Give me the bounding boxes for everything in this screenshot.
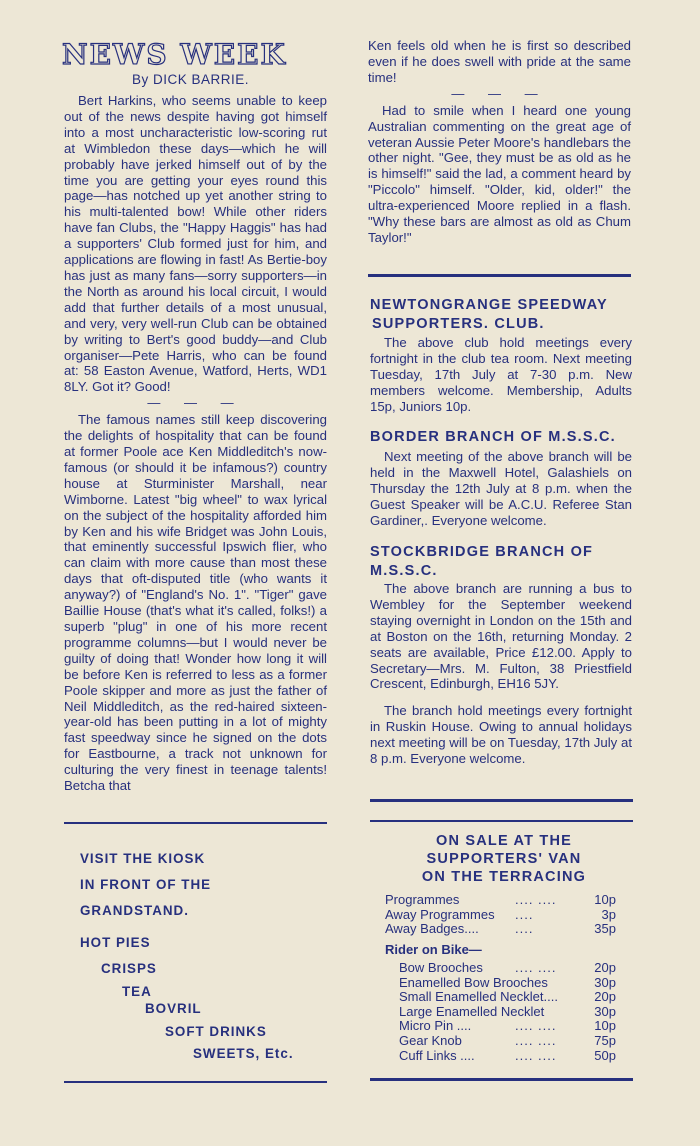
right-column-top xyxy=(368,38,631,246)
item-name: Bow Brooches xyxy=(399,960,483,975)
divider-rule xyxy=(370,820,633,822)
kiosk-item: HOT PIES xyxy=(80,935,151,950)
divider-rule xyxy=(370,1078,633,1081)
kiosk-item: SWEETS, Etc. xyxy=(193,1046,294,1061)
item-price: 75p xyxy=(594,1033,616,1048)
club-text: The above branch are running a bus to Wembley for the September weekend staying overnight in London on the 15th and at Boston on the 16th, returning Monday. 2 seats are available, Price £12.00. Apply to Secretary—Mrs. M. Fulton, 38 Priestfield Crescent, Edinburgh, EH16 5JY. xyxy=(370,581,632,692)
item-price: 50p xyxy=(594,1047,616,1063)
item-price: 10p xyxy=(594,1018,616,1034)
leader-dots: .... .... xyxy=(515,1033,557,1048)
item-price: 30p xyxy=(594,974,616,990)
item-price: 20p xyxy=(594,989,616,1005)
byline: By DICK BARRIE. xyxy=(132,72,250,87)
club-text: The above club hold meetings every fortnight in the club tea room. Next meeting Tuesday, 17th July at 7-30 p.m. New members welcome. Membership, Adults 15p, Juniors 10p. xyxy=(370,335,632,414)
van-heading: SUPPORTERS' VAN xyxy=(426,851,582,867)
article-paragraph: The famous names still keep discovering the delights of hospitality that can be found at former Poole ace Ken Middleditch's now-famous (or should it be infamous?) country house at Sturminister Marshall, near Wimborne. Latest "big wheel" to wax lyrical on the subject of the hospitality afforded him by Ken and his wife Bridget was John Louis, that eminently successful Ipswich flier, who can claim with more cause than most these days that oft-disputed title (who wants it anyway?) of "England's No. 1". "Tiger" gave Baillie House (that's what it's called, folks!) a superb "plug" in one of his more recent programme columns—but I would never be guilty of doing that! Wonder how long it will be before Ken is referred to less as a former Poole skipper and more as just the father of Neil Middleditch, as the red-haired sixteen-year-old has been putting in a lot of mighty fast speedway since he signed on the dots for Eastbourne, a track not unknown for culturing the very finest in teenage talents! Betcha that xyxy=(64,412,327,794)
item-price: 35p xyxy=(594,921,616,937)
divider-rule xyxy=(64,1081,327,1083)
article-paragraph: Had to smile when I heard one young Australian commenting on the great age of veteran Aussie Peter Moore's handlebars the other night. "Gee, they must be as old as he is himself!" said the lad, a comment heard by "Piccolo" himself. "Older, kid, older!" the ultra-experienced Moore replied in a flash. "Why these bars are almost as old as Chum Taylor!" xyxy=(368,102,631,245)
separator: — — — xyxy=(147,395,244,411)
van-heading: ON SALE AT THE xyxy=(435,833,573,849)
club-stockbridge xyxy=(370,543,632,767)
item-price: 3p xyxy=(601,906,616,922)
kiosk-line: VISIT THE KIOSK xyxy=(80,851,206,866)
item-name: Gear Knob xyxy=(399,1033,462,1048)
divider-rule xyxy=(64,822,327,824)
item-price: 30p xyxy=(594,1003,616,1019)
rider-on-bike-heading: Rider on Bike— xyxy=(385,942,482,957)
item-name: Cuff Links .... xyxy=(399,1047,475,1063)
kiosk-item: BOVRIL xyxy=(145,1001,202,1016)
kiosk-item: SOFT DRINKS xyxy=(165,1024,267,1039)
article-paragraph: Bert Harkins, who seems unable to keep out of the news despite having got himself into a most uncharacteristic low-scoring rut at Wimbledon these days—which he will probably have jerked himself out of by the time you are getting your eyes round this page—has notched up yet another string to his multi-talented bow! While other riders have fan Clubs, the "Happy Haggis" has had a supporters' Club formed just for him, and applications are flowing in fast! As Bertie-boy has just as many fans—sorry supporters—in the North as around his local circuit, I would add that further details of a most unusual, and very, very well-run Club can be obtained by writing to Bert's good buddy—and Club organiser—Pete Harris, who can be found at: 58 Easton Avenue, Watford, Herts, WD1 8LY. Got it? Good! xyxy=(64,93,327,395)
item-name: Programmes xyxy=(385,892,460,907)
item-name: Large Enamelled Necklet xyxy=(399,1003,545,1019)
club-heading: M.S.S.C. xyxy=(370,563,438,579)
item-name: Away Badges.... xyxy=(385,921,479,937)
leader-dots: .... .... xyxy=(515,892,557,907)
item-name: Small Enamelled Necklet.... xyxy=(399,989,558,1005)
article-paragraph: Ken feels old when he is first so described even if he does swell with pride at the same time! xyxy=(368,38,631,85)
leader-dots: .... .... xyxy=(515,960,557,975)
leader-dots: .... xyxy=(515,906,534,922)
club-text: Next meeting of the above branch will be held in the Maxwell Hotel, Galashiels on Thursday the 12th July at 8 p.m. when the Guest Speaker will be A.C.U. Referee Stan Gardiner,. Everyone welcome. xyxy=(370,449,632,528)
leader-dots: .... .... xyxy=(515,1047,557,1063)
club-heading: SUPPORTERS. CLUB. xyxy=(372,316,545,332)
club-newtongrange xyxy=(370,296,632,415)
kiosk-line: IN FRONT OF THE xyxy=(80,877,212,892)
leader-dots: .... xyxy=(515,921,534,937)
van-heading: ON THE TERRACING xyxy=(421,869,587,885)
kiosk-line: GRANDSTAND. xyxy=(80,903,189,918)
club-heading: BORDER BRANCH OF M.S.S.C. xyxy=(370,429,616,445)
item-name: Micro Pin .... xyxy=(399,1018,472,1034)
kiosk-item: TEA xyxy=(122,984,152,999)
club-border xyxy=(370,428,632,529)
item-name: Away Programmes xyxy=(385,906,495,922)
divider-rule xyxy=(370,799,633,802)
club-text: The branch hold meetings every fortnight in Ruskin House. Owing to annual holidays next meeting will be on Tuesday, 17th July at 8 p.m. Everyone welcome. xyxy=(370,703,632,767)
item-price: 10p xyxy=(594,892,616,907)
leader-dots: .... .... xyxy=(515,1018,557,1034)
divider-rule xyxy=(368,274,631,277)
kiosk-item: CRISPS xyxy=(101,961,157,976)
club-heading: NEWTONGRANGE SPEEDWAY xyxy=(370,297,608,313)
left-column xyxy=(64,93,327,794)
item-price: 20p xyxy=(594,960,616,975)
page-title: NEWS WEEK xyxy=(62,38,287,71)
item-name: Enamelled Bow Brooches xyxy=(399,974,548,990)
separator: — — — xyxy=(451,85,548,101)
club-heading: STOCKBRIDGE BRANCH OF xyxy=(370,544,594,560)
